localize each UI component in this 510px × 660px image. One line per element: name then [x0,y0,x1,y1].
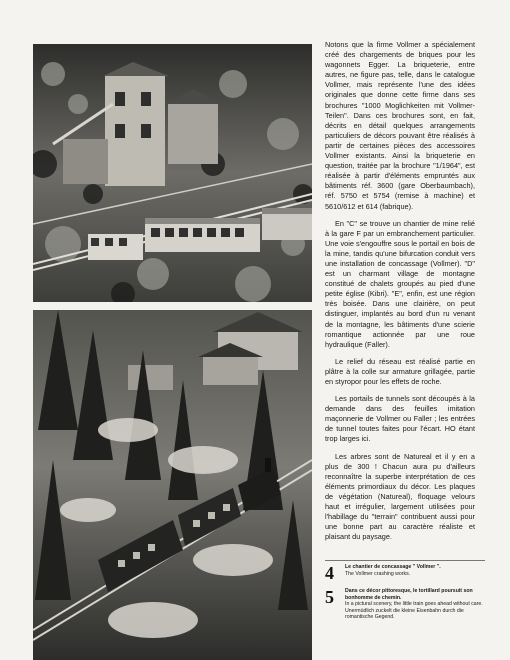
figure-captions [325,560,485,627]
caption-number: 5 [325,587,334,607]
article-paragraph: Notons que la firme Vollmer a spécialement créé des chargements de briques pour les wagonnets Egger. La briqueterie, entre autres, ne figure pas, telle, dans le catalogue Vollmer, mais représente l'une des idées originales que donne cette firme dans ses brochures "1000 Moglichkeiten mit Vollmer-Teilen". Dans ces brochures sont, en fait, décrits en détail quelques arrangements particuliers de décors pouvant être réalisés à partir de certaines pièces des accessoires Vollmer existants. Ainsi la briqueterie en question, traitée par la brochure "1/1964", est réalisée à partir d'éléments empruntés aux bâtiments réf. 3600 (gare Oberbaumbach), réf. 5750 et 5754 (remise à machine) et 5610/612 et 614 (fabrique). [325,40,475,211]
train-forest-photo [33,310,312,660]
caption-4 [325,564,485,582]
article-paragraph: En "C" se trouve un chantier de mine relié à la gare F par un embranchement particulier. Une voie s'engouffre sous le portail en bois de la mine, tandis qu'une bifurcation conduit vers une installation de concassage (Vollmer). "D" est un charmant village de montagne constitué de chalets groupés au pied d'une petite église (Kibri). "E", enfin, est une région très boisée. Dans une clairière, on peut distinguer, implantés au bord d'un ru venant de la montagne, les bâtiments d'une scierie romantique actionnée par une roue hydraulique (Faller). [325,218,475,349]
article-paragraph: Les portails de tunnels sont découpés à la demande dans des feuilles imitation maçonnerie de Vollmer ou Faller ; les entrées de tunnel toutes faites pour l'écart. HO étant trop larges ici. [325,394,475,444]
caption-english: The Vollmer crashing works. [345,570,411,577]
article-text [325,40,475,549]
caption-english: In a pictural scenery, the little train goes ahead without care. [345,601,483,608]
caption-french: Dans ce décor pittoresque, le tortillard poursuit son bonhomme de chemin. [345,588,473,601]
caption-number: 4 [325,563,334,583]
mine-crusher-photo [33,44,312,302]
caption-german: Unermüdlich zuckelt die kleine Eisenbahn durch die romantische Gegend. [345,607,464,621]
caption-5 [325,588,485,621]
caption-french: Le chantier de concassage " Vollmer ". [345,564,441,570]
article-paragraph: Le relief du réseau est réalisé partie en plâtre à la colle sur armature grillagée, partie en styropor pour les effets de roche. [325,356,475,386]
article-paragraph: Les arbres sont de Natureal et il y en a plus de 300 ! Chacun aura pu d'ailleurs reconnaître la superbe interprétation de ces éléments primordiaux du décor. Les plaques de végétation (Natureal), floquage velours haut et irrégulier, largement utilisées pour l'habillage du "terrain" contribuent aussi pour une bonne part au caractère réaliste et plaisant du paysage. [325,451,475,542]
